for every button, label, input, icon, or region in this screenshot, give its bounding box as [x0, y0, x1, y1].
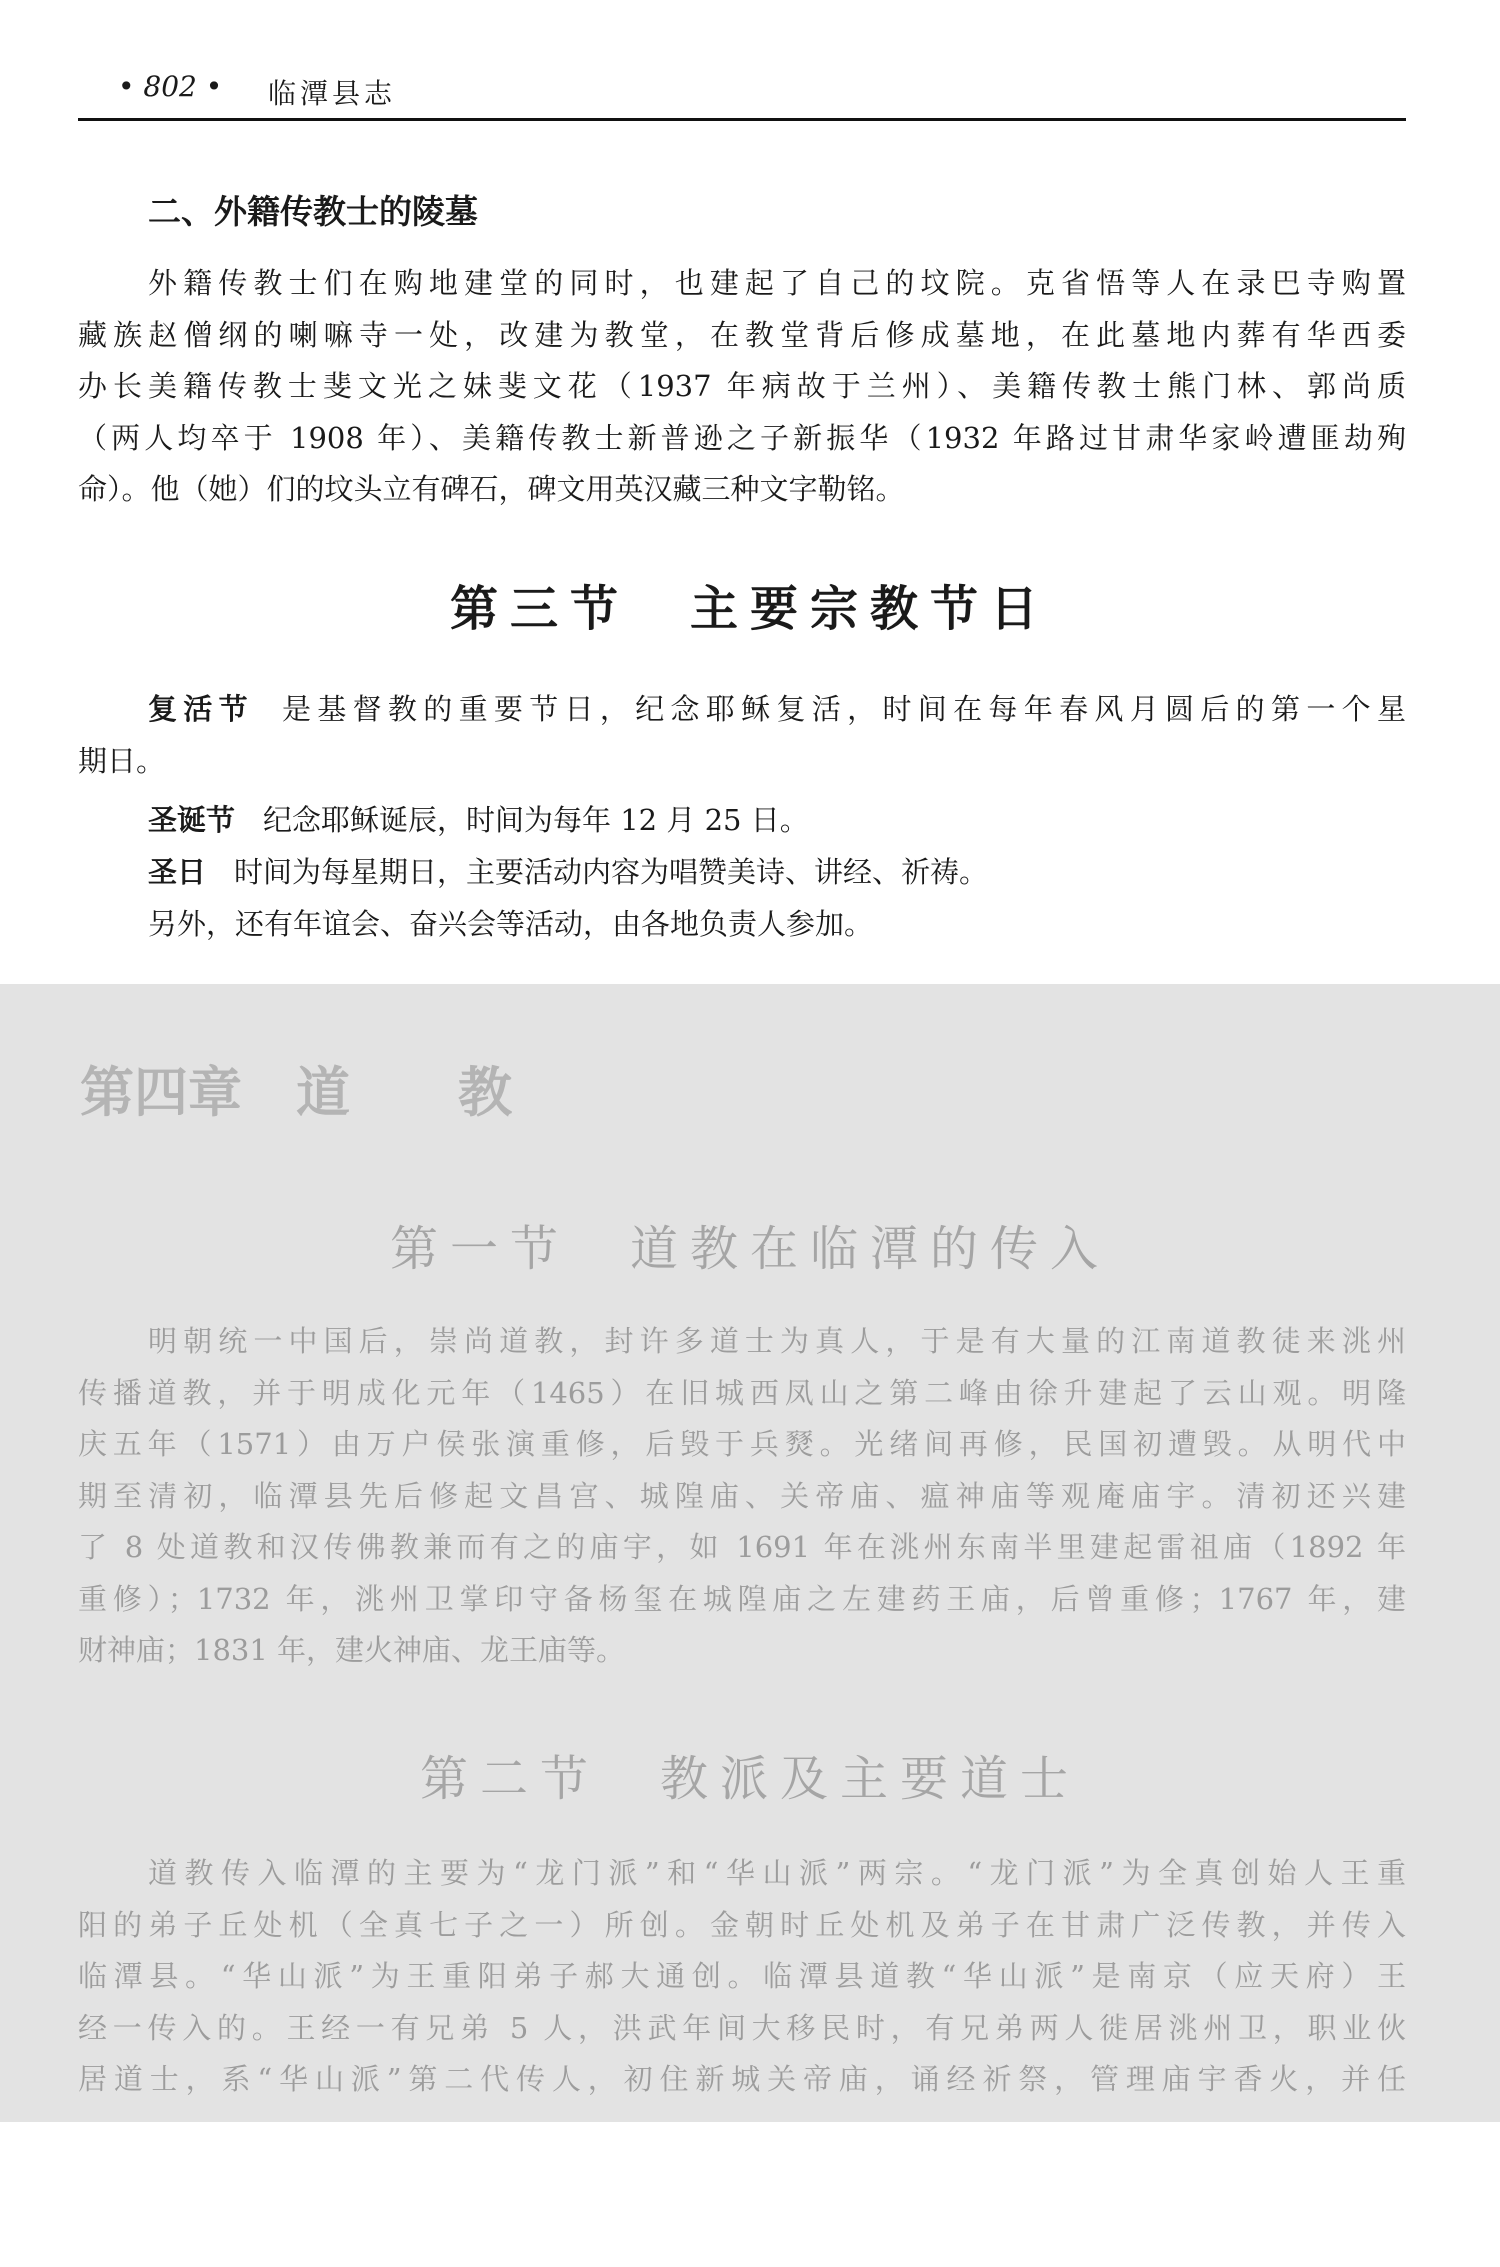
paragraph-line: 传播道教，并于明成化元年（1465）在旧城西凤山之第二峰由徐升建起了云山观。明隆 — [78, 1375, 1406, 1410]
paragraph-line: 藏族赵僧纲的喇嘛寺一处，改建为教堂，在教堂背后修成墓地，在此墓地内葬有华西委 — [78, 317, 1406, 352]
holiday-easter — [78, 684, 1406, 787]
section-title-taoism-introduction: 第一节 道教在临潭的传入 — [389, 1221, 1110, 1277]
chapter-title-taoism: 第四章 道 教 — [80, 1061, 512, 1124]
subheading-missionary-tombs: 二、外籍传教士的陵墓 — [148, 192, 478, 231]
paragraph-line: 外籍传教士们在购地建堂的同时，也建起了自己的坟院。克省悟等人在录巴寺购置 — [148, 266, 1406, 300]
paragraph-line: 临潭县。“华山派”为王重阳弟子郝大通创。临潭县道教“华山派”是南京（应天府）王 — [78, 1959, 1406, 1993]
holiday-text-sabbath: 时间为每星期日，主要活动内容为唱赞美诗、讲经、祈祷。 — [234, 855, 989, 889]
paragraph-line: 办长美籍传教士斐文光之妹斐文花（1937 年病故于兰州）、美籍传教士熊门林、郭尚质 — [78, 369, 1406, 403]
holiday-text-easter: 是基督教的重要节日，纪念耶稣复活，时间在每年春风月圆后的第一个星 — [281, 692, 1406, 726]
paragraph-line: 居道士，系“华山派”第二代传人，初住新城关帝庙，诵经祈祭，管理庙宇香火，并任 — [78, 2062, 1406, 2096]
paragraph-line: 道教传入临潭的主要为“龙门派”和“华山派”两宗。“龙门派”为全真创始人王重 — [148, 1856, 1406, 1890]
page-number: • 802 • — [118, 70, 223, 103]
holiday-sabbath — [148, 850, 988, 891]
holiday-term-sabbath: 圣日 — [148, 855, 207, 889]
paragraph-line: 命）。他（她）们的坟头立有碑石，碑文用英汉藏三种文字勒铭。 — [78, 472, 905, 506]
section-title-religious-holidays: 第三节 主要宗教节日 — [449, 581, 1050, 637]
holiday-other: 另外，还有年谊会、奋兴会等活动，由各地负责人参加。 — [148, 907, 874, 941]
paragraph-line: 财神庙；1831 年，建火神庙、龙王庙等。 — [78, 1633, 626, 1667]
paragraph-missionary-tombs — [78, 258, 1406, 516]
holiday-text-christmas: 纪念耶稣诞辰，时间为每年 12 月 25 日。 — [263, 803, 809, 837]
holiday-term-christmas: 圣诞节 — [148, 803, 236, 837]
paragraph-line: 了 8 处道教和汉传佛教兼而有之的庙宇，如 1691 年在洮州东南半里建起雷祖庙（1892 年 — [78, 1530, 1406, 1564]
book-title: 临潭县志 — [268, 77, 397, 110]
paragraph-line: 经一传入的。王经一有兄弟 5 人，洪武年间大移民时，有兄弟两人徙居洮州卫，职业伙 — [78, 2010, 1406, 2045]
holiday-text-easter-cont: 期日。 — [78, 743, 166, 778]
section-title-taoism-sects: 第二节 教派及主要道士 — [419, 1751, 1080, 1807]
paragraph-taoism-introduction — [78, 1316, 1406, 1677]
holiday-christmas — [148, 798, 809, 839]
paragraph-taoism-sects — [78, 1848, 1406, 2106]
holiday-term-easter: 复活节 — [148, 692, 254, 726]
paragraph-line: 期至清初，临潭县先后修起文昌宫、城隍庙、关帝庙、瘟神庙等观庵庙宇。清初还兴建 — [78, 1478, 1406, 1513]
paragraph-line: （两人均卒于 1908 年）、美籍传教士新普逊之子新振华（1932 年路过甘肃华家岭遭匪劫殉 — [78, 420, 1406, 455]
header-rule — [78, 118, 1406, 121]
paragraph-line: 重修）；1732 年，洮州卫掌印守备杨玺在城隍庙之左建药王庙，后曾重修；1767 年，建 — [78, 1581, 1406, 1616]
paragraph-line: 庆五年（1571）由万户侯张演重修，后毁于兵燹。光绪间再修，民国初遭毁。从明代中 — [78, 1427, 1406, 1461]
paragraph-line: 明朝统一中国后，崇尚道教，封许多道士为真人，于是有大量的江南道教徒来洮州 — [148, 1324, 1406, 1358]
paragraph-line: 阳的弟子丘处机（全真七子之一）所创。金朝时丘处机及弟子在甘肃广泛传教，并传入 — [78, 1907, 1406, 1942]
